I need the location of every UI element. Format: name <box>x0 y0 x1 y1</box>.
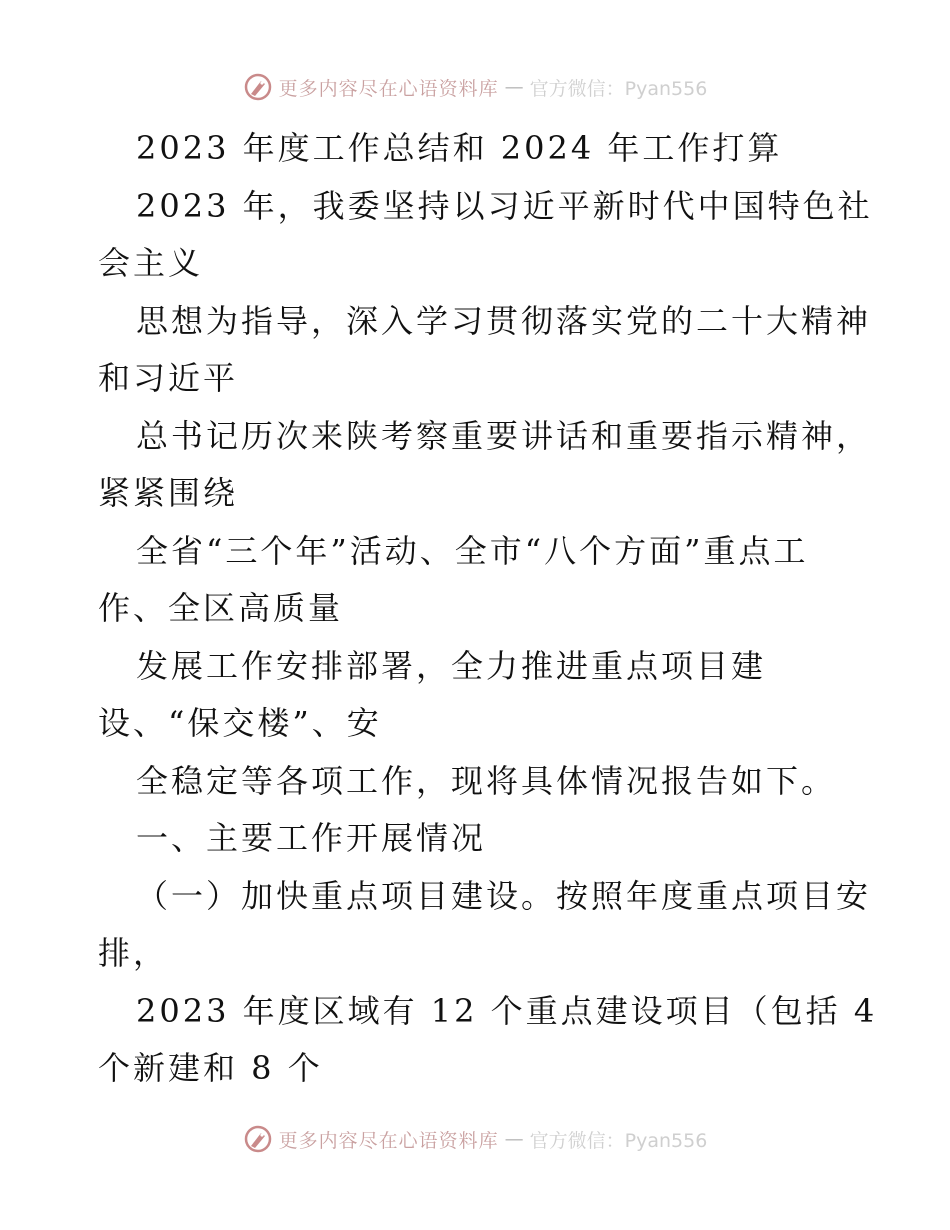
text-line: 设、“保交楼”、安 <box>98 704 382 742</box>
footer-watermark <box>0 1124 950 1154</box>
text-line: 全省“三个年”活动、全市“八个方面”重点工 <box>136 531 809 570</box>
watermark-contact: 官方微信：Pyan556 <box>529 1129 708 1152</box>
text-line: 2023 年度区域有 12 个重点建设项目（包括 4 <box>136 991 878 1030</box>
text-line: 总书记历次来陕考察重要讲话和重要指示精神， <box>136 416 872 455</box>
pen-nib-icon <box>243 1124 273 1154</box>
watermark-separator: — <box>504 76 524 98</box>
watermark-text: 更多内容尽在心语资料库 <box>278 77 499 100</box>
text-line: 作、全区高质量 <box>98 589 344 627</box>
text-line: 2023 年度工作总结和 2024 年工作打算 <box>136 129 783 167</box>
text-line: （一）加快重点项目建设。按照年度重点项目安 <box>136 876 872 915</box>
watermark-separator: — <box>504 1128 524 1150</box>
text-line: 紧紧围绕 <box>98 474 239 512</box>
header-watermark <box>0 72 950 102</box>
text-line: 一、主要工作开展情况 <box>136 819 487 857</box>
text-line: 全稳定等各项工作，现将具体情况报告如下。 <box>136 761 837 800</box>
text-line: 2023 年，我委坚持以习近平新时代中国特色社 <box>136 186 873 225</box>
text-line: 排， <box>98 934 169 972</box>
document-body <box>98 120 878 1098</box>
text-line: 思想为指导，深入学习贯彻落实党的二十大精神 <box>136 301 872 340</box>
text-line: 和习近平 <box>98 359 239 397</box>
text-line: 个新建和 8 个 <box>98 1049 323 1087</box>
pen-nib-icon <box>243 72 273 102</box>
text-line: 发展工作安排部署，全力推进重点项目建 <box>136 646 767 685</box>
watermark-text: 更多内容尽在心语资料库 <box>278 1129 499 1152</box>
text-line: 会主义 <box>98 244 204 282</box>
watermark-contact: 官方微信：Pyan556 <box>529 77 708 100</box>
